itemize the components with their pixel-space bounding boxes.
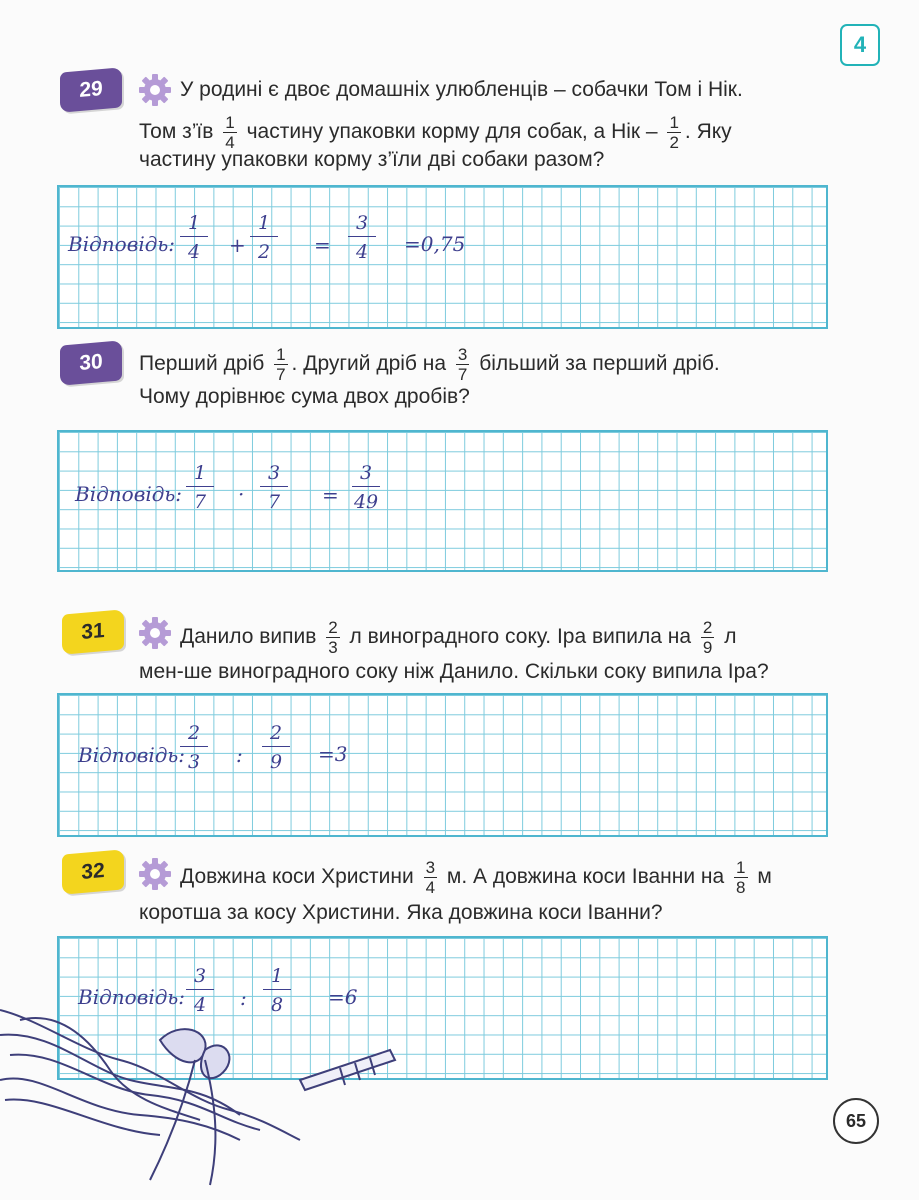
denominator: 2: [669, 133, 679, 152]
page-number: 65: [833, 1098, 879, 1144]
text: . Яку: [684, 120, 732, 144]
numerator: 3: [352, 462, 380, 487]
gear-icon: [138, 616, 172, 650]
gear-icon: [138, 73, 172, 107]
text: Перший дріб: [139, 352, 265, 376]
denominator: 49: [353, 491, 379, 513]
numerator: 1: [276, 345, 286, 364]
handwritten-result: =6: [328, 985, 358, 1009]
denominator: 3: [188, 751, 201, 773]
handwritten-fraction: [250, 212, 278, 263]
fraction: [734, 858, 747, 897]
denominator: 4: [188, 241, 201, 263]
numerator: 1: [250, 212, 278, 237]
handwritten-result: =3: [318, 742, 348, 766]
denominator: 7: [457, 365, 468, 384]
handwritten-operator: ·: [238, 482, 245, 506]
denominator: 4: [225, 133, 235, 152]
task-text-line: [180, 618, 736, 657]
denominator: 9: [702, 638, 713, 657]
handwritten-fraction: [348, 212, 376, 263]
handwritten-fraction: [262, 722, 290, 773]
answer-label: Відповідь:: [68, 232, 176, 256]
numerator: 2: [180, 722, 208, 747]
handwritten-fraction: [180, 722, 208, 773]
task-text-line: У родині є двоє домашніх улюбленців – собачки Том і Нік.: [180, 78, 743, 101]
numerator: 2: [702, 618, 713, 637]
fraction: [456, 345, 469, 384]
text: . Другий дріб на: [291, 352, 447, 376]
denominator: 8: [736, 878, 746, 897]
denominator: 3: [328, 638, 338, 657]
text: Том з’їв: [139, 120, 214, 144]
numerator: 2: [262, 722, 290, 747]
numerator: 1: [186, 462, 214, 487]
gear-icon: [138, 857, 172, 891]
handwritten-operator: =: [322, 483, 339, 507]
numerator: 3: [260, 462, 288, 487]
denominator: 9: [270, 751, 283, 773]
handwritten-operator: :: [236, 743, 243, 767]
denominator: 4: [194, 994, 207, 1016]
text: м. А довжина коси Іванни на: [446, 865, 725, 889]
answer-grid[interactable]: [57, 185, 828, 329]
task-text-line: [180, 858, 772, 897]
fraction: [326, 618, 339, 657]
fraction: [274, 345, 287, 384]
handwritten-operator: =: [314, 233, 331, 257]
denominator: 4: [356, 241, 369, 263]
denominator: 4: [425, 878, 436, 897]
task-text-line: частину упаковки корму з’їли дві собаки разом?: [139, 148, 605, 171]
task-number-badge: 32: [62, 849, 124, 894]
answer-label: Відповідь:: [78, 743, 186, 767]
text: Довжина коси Христини: [180, 865, 414, 889]
numerator: 1: [736, 858, 746, 877]
task-text-line: [139, 345, 720, 384]
numerator: 1: [669, 113, 679, 132]
handwritten-fraction: [260, 462, 288, 513]
section-tag: 4: [840, 24, 880, 66]
numerator: 1: [180, 212, 208, 237]
denominator: 7: [194, 491, 207, 513]
braid-illustration: [0, 990, 400, 1200]
handwritten-operator: +: [229, 233, 246, 257]
handwritten-result: =0,75: [404, 232, 466, 256]
denominator: 7: [268, 491, 281, 513]
denominator: 7: [276, 365, 286, 384]
answer-label: Відповідь:: [78, 985, 186, 1009]
task-number-badge: 30: [60, 340, 122, 385]
denominator: 8: [271, 994, 284, 1016]
task-text-line: коротша за косу Христини. Яка довжина коси Іванни?: [139, 901, 663, 924]
text: більший за перший дріб.: [479, 352, 720, 376]
numerator: 3: [348, 212, 376, 237]
denominator: 2: [258, 241, 271, 263]
task-number-badge: 29: [60, 67, 122, 112]
handwritten-fraction: [352, 462, 380, 513]
text: частину упаковки корму для собак, а Нік –: [246, 120, 658, 144]
fraction: [424, 858, 437, 897]
task-text-line: мен-ше виноградного соку ніж Данило. Скільки соку випила Іра?: [139, 660, 769, 683]
text: Данило випив: [180, 625, 317, 649]
handwritten-operator: :: [240, 986, 247, 1010]
fraction: [701, 618, 714, 657]
text: л виноградного соку. Іра випила на: [349, 625, 692, 649]
fraction: [667, 113, 680, 152]
text: м: [757, 865, 772, 889]
answer-label: Відповідь:: [75, 482, 183, 506]
task-number-badge: 31: [62, 609, 124, 654]
numerator: 1: [263, 965, 291, 990]
task-text-line: Чому дорівнює сума двох дробів?: [139, 385, 470, 408]
text: л: [724, 625, 737, 649]
numerator: 3: [457, 345, 468, 364]
handwritten-fraction: [180, 212, 208, 263]
numerator: 3: [425, 858, 436, 877]
handwritten-fraction: [186, 462, 214, 513]
numerator: 3: [186, 965, 214, 990]
numerator: 2: [328, 618, 338, 637]
numerator: 1: [225, 113, 235, 132]
